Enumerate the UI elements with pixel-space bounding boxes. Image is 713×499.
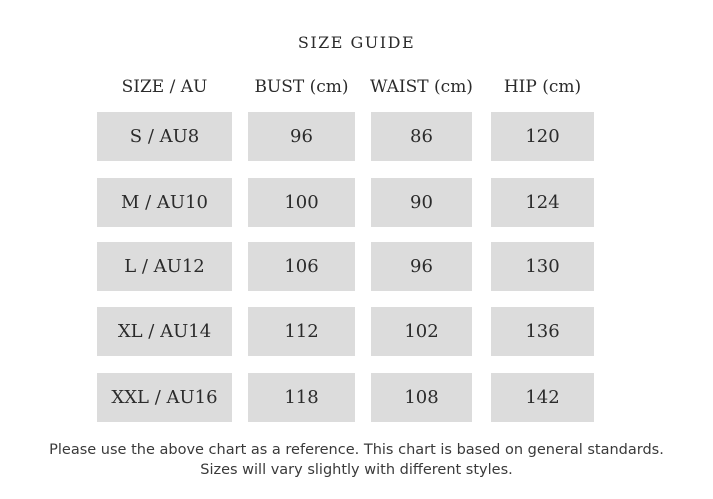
waist-cell: 90 (371, 178, 472, 227)
column-header-hip: HIP (cm) (503, 77, 582, 97)
waist-cell: 108 (371, 373, 472, 422)
bust-cell: 96 (248, 112, 355, 161)
waist-cell: 96 (371, 242, 472, 291)
column-header-waist: WAIST (cm) (370, 77, 473, 97)
bust-cell: 118 (248, 373, 355, 422)
size-cell: XXL / AU16 (97, 373, 232, 422)
size-cell: M / AU10 (97, 178, 232, 227)
hip-cell: 136 (491, 307, 594, 356)
bust-cell: 100 (248, 178, 355, 227)
page-title: SIZE GUIDE (297, 33, 416, 52)
hip-cell: 120 (491, 112, 594, 161)
hip-cell: 142 (491, 373, 594, 422)
hip-cell: 124 (491, 178, 594, 227)
bust-cell: 112 (248, 307, 355, 356)
size-cell: L / AU12 (97, 242, 232, 291)
hip-cell: 130 (491, 242, 594, 291)
footnote-line-2: Sizes will vary slightly with different styles. (200, 462, 513, 478)
size-cell: XL / AU14 (97, 307, 232, 356)
column-header-bust: BUST (cm) (254, 77, 349, 97)
footnote-line-1: Please use the above chart as a reference. This chart is based on general standards. (49, 442, 664, 458)
waist-cell: 102 (371, 307, 472, 356)
column-header-size: SIZE / AU (121, 77, 208, 97)
bust-cell: 106 (248, 242, 355, 291)
waist-cell: 86 (371, 112, 472, 161)
size-cell: S / AU8 (97, 112, 232, 161)
